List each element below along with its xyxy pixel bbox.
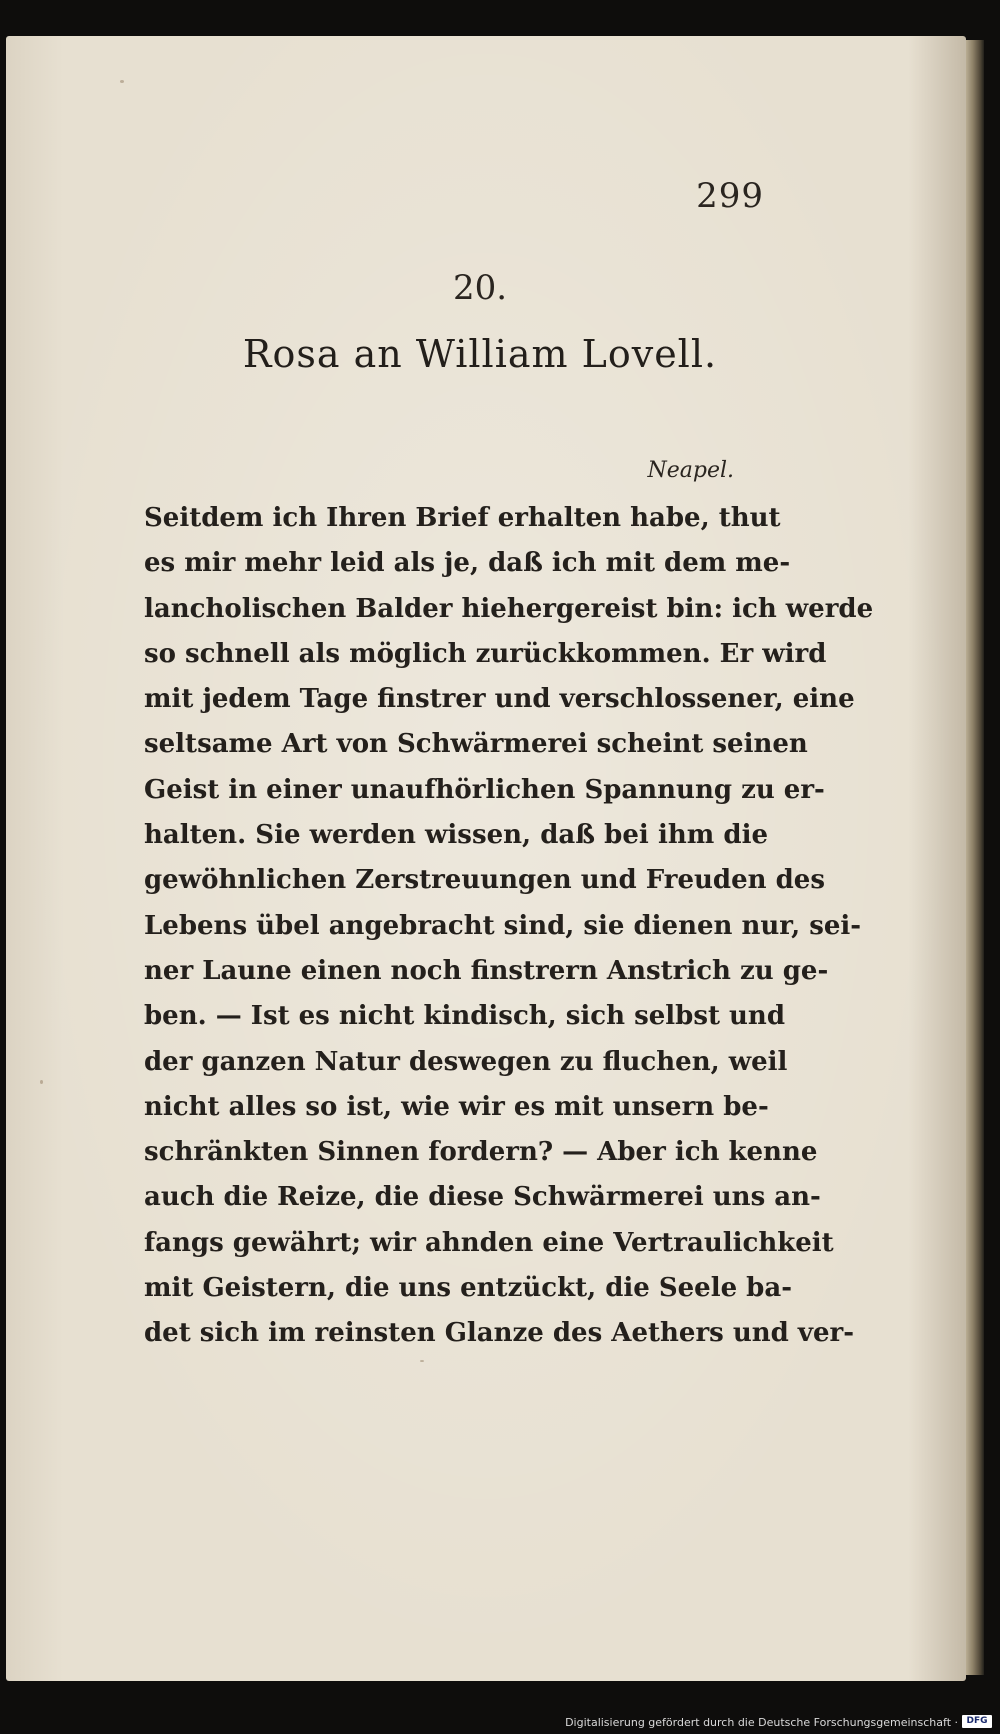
- text-line: schränkten Sinnen fordern? — Aber ich kenne: [144, 1137, 818, 1168]
- text-line: Geist in einer unaufhörlichen Spannung zu er-: [144, 774, 825, 805]
- text-line: mit Geistern, die uns entzückt, die Seele ba-: [144, 1273, 792, 1304]
- text-line: fangs gewährt; wir ahnden eine Vertraulichkeit: [144, 1227, 834, 1258]
- text-line: der ganzen Natur deswegen zu fluchen, weil: [144, 1046, 788, 1077]
- page-number: 299: [696, 176, 764, 216]
- text-line: Seitdem ich Ihren Brief erhalten habe, thut: [144, 503, 781, 533]
- chapter-title: Rosa an William Lovell.: [242, 332, 718, 376]
- text-line: lancholischen Balder hiehergereist bin: ich werde: [144, 593, 874, 624]
- text-line: mit jedem Tage finstrer und verschlossener, eine: [144, 684, 855, 715]
- text-line: gewöhnlichen Zerstreuungen und Freuden des: [144, 865, 825, 896]
- letter-place: Neapel.: [647, 458, 734, 483]
- text-line: nicht alles so ist, wie wir es mit unsern be-: [144, 1091, 769, 1122]
- paper-speck: [40, 1080, 43, 1084]
- text-line: es mir mehr leid als je, daß ich mit dem me-: [144, 548, 791, 579]
- text-line: ner Laune einen noch finstrern Anstrich zu ge-: [144, 955, 829, 986]
- dfg-logo: DFG: [962, 1715, 992, 1728]
- text-line: seltsame Art von Schwärmerei scheint seinen: [144, 729, 808, 760]
- text-line: Lebens übel angebracht sind, sie dienen nur, sei-: [144, 910, 862, 941]
- chapter-number: 20.: [452, 268, 508, 308]
- text-line: ben. — Ist es nicht kindisch, sich selbst und: [144, 1001, 785, 1032]
- letter-body: [144, 496, 874, 1357]
- digitization-credit: Digitalisierung gefördert durch die Deutsche Forschungsgemeinschaft ·: [565, 1716, 958, 1729]
- text-line: so schnell als möglich zurückkommen. Er wird: [144, 638, 827, 669]
- text-line: det sich im reinsten Glanze des Aethers und ver-: [144, 1318, 855, 1349]
- text-line: halten. Sie werden wissen, daß bei ihm die: [144, 820, 768, 851]
- paper-speck: [420, 1360, 424, 1362]
- text-line: auch die Reize, die diese Schwärmerei uns an-: [144, 1182, 821, 1213]
- paper-speck: [120, 80, 124, 83]
